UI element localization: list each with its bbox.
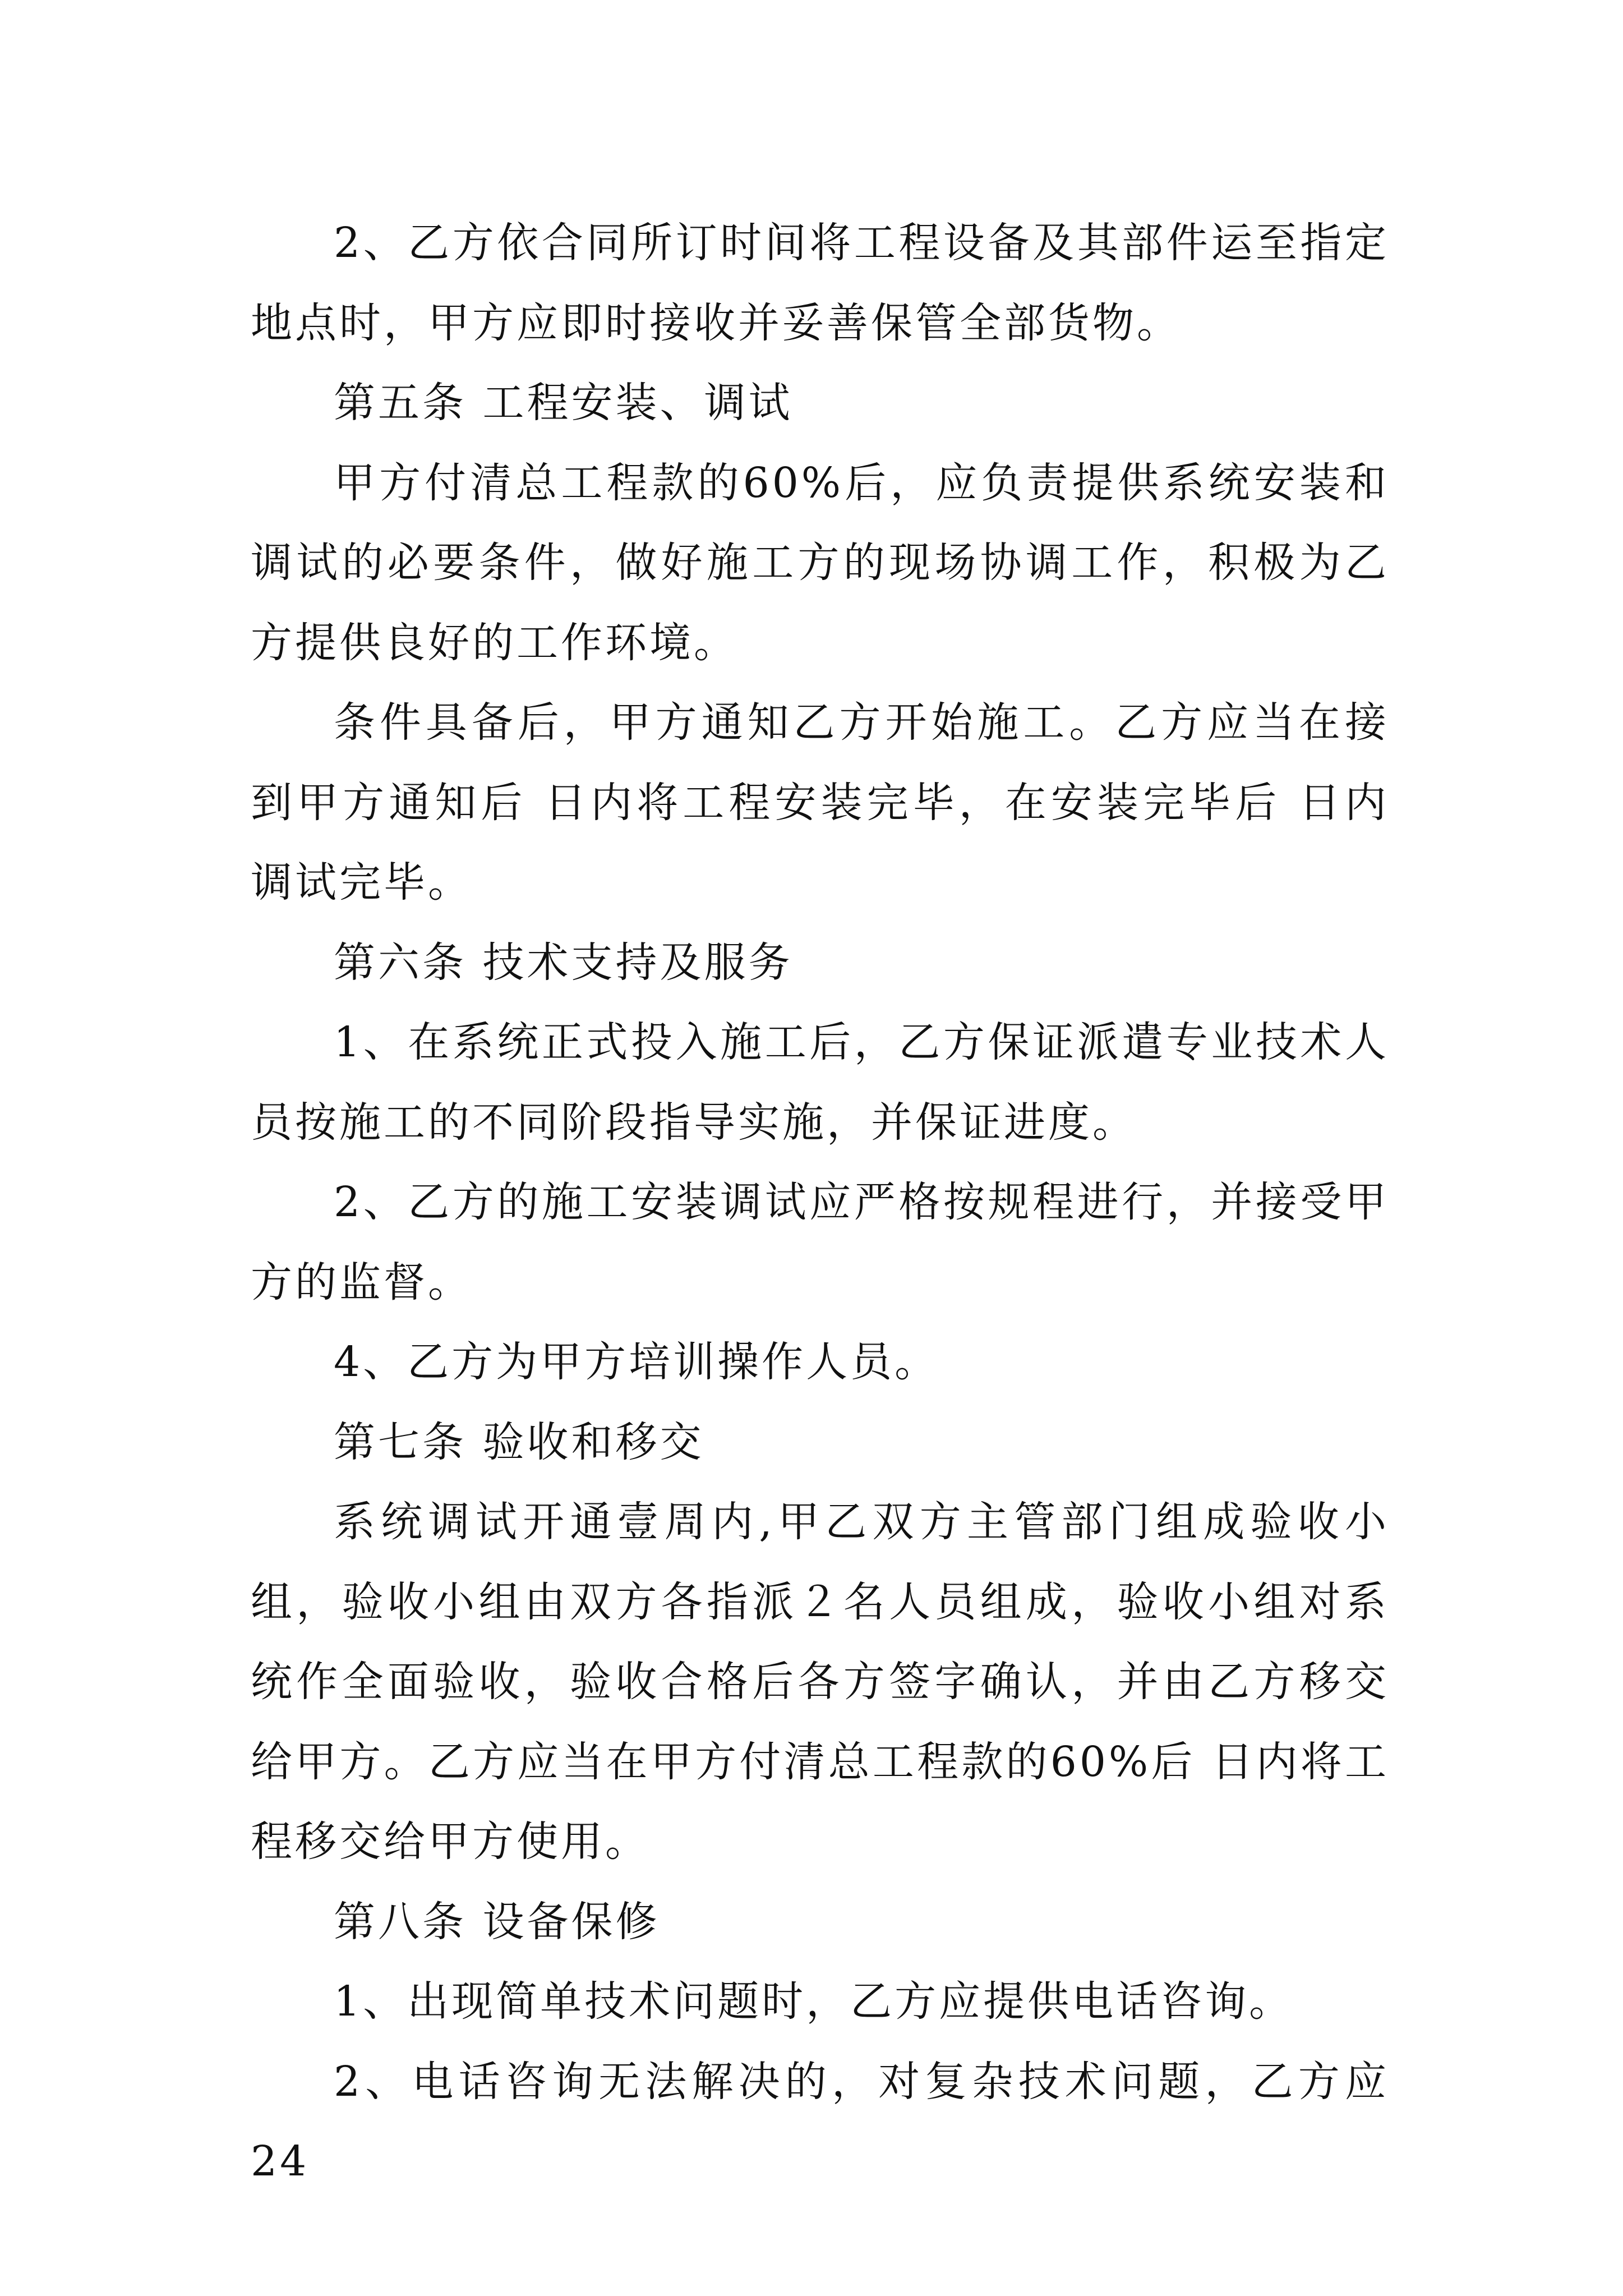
article-7-heading: 第七条 验收和移交	[334, 1418, 704, 1466]
article-5-heading: 第五条 工程安装、调试	[334, 379, 793, 427]
paragraph-phone-support: 1、出现简单技术问题时，乙方应提供电话咨询。	[334, 1977, 1294, 2026]
paragraph-installation-conditions: 甲方付清总工程款的60%后，应负责提供系统安装和调试的必要条件，做好施工方的现场协调工作，积极为乙方提供良好的工作环境。	[251, 458, 1389, 667]
paragraph-technical-staff: 1、在系统正式投入施工后，乙方保证派遣专业技术人员按施工的不同阶段指导实施，并保证进度。	[251, 1018, 1389, 1147]
paragraph-complex-issues: 2、电话咨询无法解决的，对复杂技术问题，乙方应24	[251, 2057, 1389, 2185]
paragraph-supervision: 2、乙方的施工安装调试应严格按规程进行，并接受甲方的监督。	[251, 1178, 1389, 1306]
paragraph-delivery-receipt: 2、乙方依合同所订时间将工程设备及其部件运至指定地点时，甲方应即时接收并妥善保管全部货物。	[251, 219, 1389, 347]
article-8-heading: 第八条 设备保修	[334, 1897, 660, 1946]
article-6-heading: 第六条 技术支持及服务	[334, 938, 793, 987]
paragraph-acceptance: 系统调试开通壹周内,甲乙双方主管部门组成验收小组，验收小组由双方各指派２名人员组成，验收小组对系统作全面验收，验收合格后各方签字确认，并由乙方移交给甲方。乙方应当在甲方付清总工程款的60%后 日内将工程移交给甲方使用。	[251, 1498, 1389, 1866]
paragraph-training: 4、乙方为甲方培训操作人员。	[334, 1338, 939, 1386]
document-body	[251, 203, 1389, 2202]
paragraph-construction-schedule: 条件具备后，甲方通知乙方开始施工。乙方应当在接到甲方通知后 日内将工程安装完毕，在安装完毕后 日内调试完毕。	[251, 698, 1389, 907]
